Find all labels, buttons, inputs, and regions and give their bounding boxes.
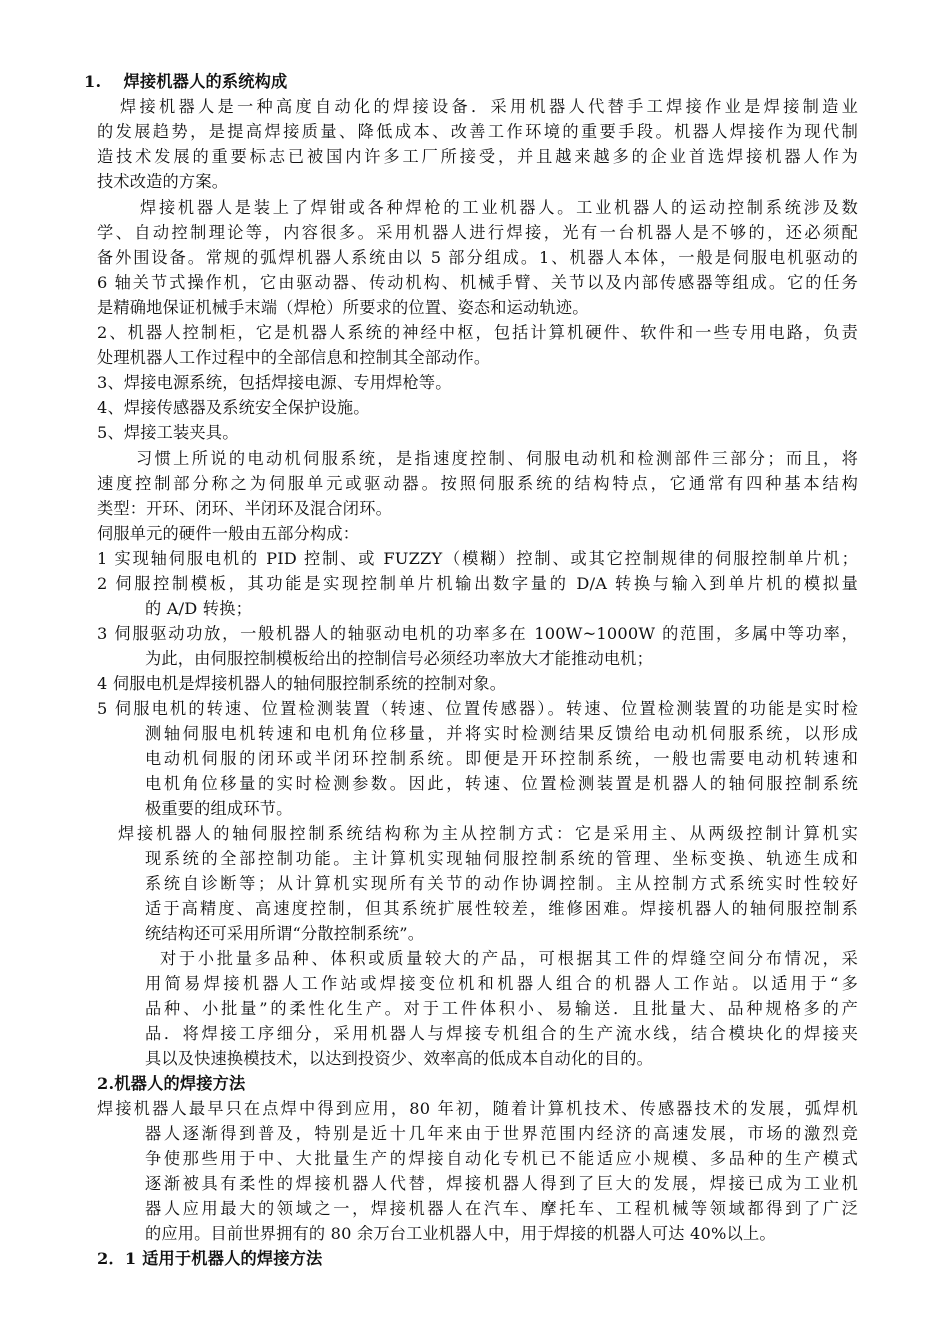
paragraph-line: 6 轴关节式操作机，它由驱动器、传动机构、机械手臂、关节以及内部传感器等组成。它的任务 (97, 273, 858, 292)
paragraph-line: 器人逐渐得到普及，特别是近十几年来由于世界范围内经济的高速发展，市场的激烈竞 (145, 1124, 858, 1143)
paragraph-line: 是精确地保证机械手末端（焊枪）所要求的位置、姿态和运动轨迹。 (97, 298, 589, 317)
list-item: 3、焊接电源系统，包括焊接电源、专用焊枪等。 (97, 373, 452, 392)
list-item: 4、焊接传感器及系统安全保护设施。 (97, 398, 370, 417)
paragraph-line: 备外围设备。常规的弧焊机器人系统由以 5 部分组成。1、机器人本体，一般是伺服电机驱动的 (97, 248, 858, 267)
paragraph-line: 系统自诊断等；从计算机实现所有关节的动作协调控制。主从控制方式系统实时性较好 (145, 874, 858, 893)
paragraph-line: 焊接机器人是一种高度自动化的焊接设备．采用机器人代替手工焊接作业是焊接制造业 (120, 97, 858, 116)
paragraph-line: 争使那些用于中、大批量生产的焊接自动化专机已不能适应小规模、多品种的生产模式 (145, 1149, 858, 1168)
paragraph-line: 逐渐被具有柔性的焊接机器人代替，焊接机器人得到了巨大的发展，焊接已成为工业机 (145, 1174, 858, 1193)
paragraph-line: 类型：开环、闭环、半闭环及混合闭环。 (97, 499, 392, 518)
section-heading-1: 1. 焊接机器人的系统构成 (84, 72, 288, 91)
paragraph-line: 速度控制部分称之为伺服单元或驱动器。按照伺服系统的结构特点，它通常有四种基本结构 (97, 474, 858, 493)
list-item-continuation: 电动机伺服的闭环或半闭环控制系统。即便是开环控制系统，一般也需要电动机转速和 (145, 749, 858, 768)
section-heading-2: 2.机器人的焊接方法 (97, 1074, 246, 1093)
paragraph-line: 焊接机器人是装上了焊钳或各种焊枪的工业机器人。工业机器人的运动控制系统涉及数 (140, 198, 858, 217)
list-item: 3 伺服驱动功放，一般机器人的轴驱动电机的功率多在 100W~1000W 的范围，多属中等功率， (97, 624, 858, 643)
paragraph-line: 技术改造的方案。 (97, 172, 229, 191)
paragraph-line: 伺服单元的硬件一般由五部分构成： (97, 524, 360, 543)
paragraph-line: 的发展趋势，是提高焊接质量、降低成本、改善工作环境的重要手段。机器人焊接作为现代制 (97, 122, 858, 141)
paragraph-line: 焊接机器人的轴伺服控制系统结构称为主从控制方式：它是采用主、从两级控制计算机实 (118, 824, 858, 843)
paragraph-line: 品．将焊接工序细分，采用机器人与焊接专机组合的生产流水线，结合模块化的焊接夹 (145, 1024, 858, 1043)
list-item-continuation: 极重要的组成环节。 (145, 799, 293, 818)
list-item: 5、焊接工装夹具。 (97, 423, 239, 442)
list-item-continuation: 为此，由伺服控制模板给出的控制信号必须经功率放大才能推动电机； (145, 649, 654, 668)
paragraph-line: 处理机器人工作过程中的全部信息和控制其全部动作。 (97, 348, 491, 367)
paragraph-line: 造技术发展的重要标志已被国内许多工厂所接受，并且越来越多的企业首选焊接机器人作为 (97, 147, 858, 166)
paragraph-line: 现系统的全部控制功能。主计算机实现轴伺服控制系统的管理、坐标变换、轨迹生成和 (145, 849, 858, 868)
paragraph-line: 的应用。目前世界拥有的 80 余万台工业机器人中，用于焊接的机器人可达 40%以上。 (145, 1224, 776, 1243)
list-item-continuation: 的 A/D 转换； (145, 599, 252, 618)
paragraph-line: 具以及快速换模技术，以达到投资少、效率高的低成本自动化的目的。 (145, 1049, 654, 1068)
paragraph-line: 品种、小批量”的柔性化生产。对于工件体积小、易输送．且批量大、品种规格多的产 (145, 999, 858, 1018)
paragraph-line: 适于高精度、高速度控制，但其系统扩展性较差，维修困难。焊接机器人的轴伺服控制系 (145, 899, 858, 918)
list-item: 5 伺服电机的转速、位置检测装置（转速、位置传感器）。转速、位置检测装置的功能是实时检 (97, 699, 858, 718)
paragraph-line: 统结构还可采用所谓“分散控制系统”。 (145, 924, 425, 943)
list-item-continuation: 测轴伺服电机转速和电机角位移量，并将实时检测结果反馈给电动机伺服系统，以形成 (145, 724, 858, 743)
paragraph-line: 焊接机器人最早只在点焊中得到应用，80 年初，随着计算机技术、传感器技术的发展，弧焊机 (97, 1099, 858, 1118)
paragraph-line: 对于小批量多品种、体积或质量较大的产品，可根据其工件的焊缝空间分布情况，采 (160, 949, 858, 968)
paragraph-line: 习惯上所说的电动机伺服系统，是指速度控制、伺服电动机和检测部件三部分；而且，将 (136, 449, 858, 468)
paragraph-line: 器人应用最大的领域之一，焊接机器人在汽车、摩托车、工程机械等领域都得到了广泛 (145, 1199, 858, 1218)
list-item: 4 伺服电机是焊接机器人的轴伺服控制系统的控制对象。 (97, 674, 507, 693)
paragraph-line: 用简易焊接机器人工作站或焊接变位机和机器人组合的机器人工作站。以适用于“多 (145, 974, 858, 993)
list-item: 2 伺服控制模板，其功能是实现控制单片机输出数字量的 D/A 转换与输入到单片机的模拟量 (97, 574, 858, 593)
subsection-heading-2-1: 2．1 适用于机器人的焊接方法 (97, 1249, 323, 1268)
paragraph-line: 学、自动控制理论等，内容很多。采用机器人进行焊接，光有一台机器人是不够的，还必须配 (97, 223, 858, 242)
list-item: 1 实现轴伺服电机的 PID 控制、或 FUZZY（模糊）控制、或其它控制规律的伺服控制单片机； (97, 549, 858, 568)
paragraph-line: 2、机器人控制柜，它是机器人系统的神经中枢，包括计算机硬件、软件和一些专用电路，负责 (97, 323, 858, 342)
list-item-continuation: 电机角位移量的实时检测参数。因此，转速、位置检测装置是机器人的轴伺服控制系统 (145, 774, 858, 793)
